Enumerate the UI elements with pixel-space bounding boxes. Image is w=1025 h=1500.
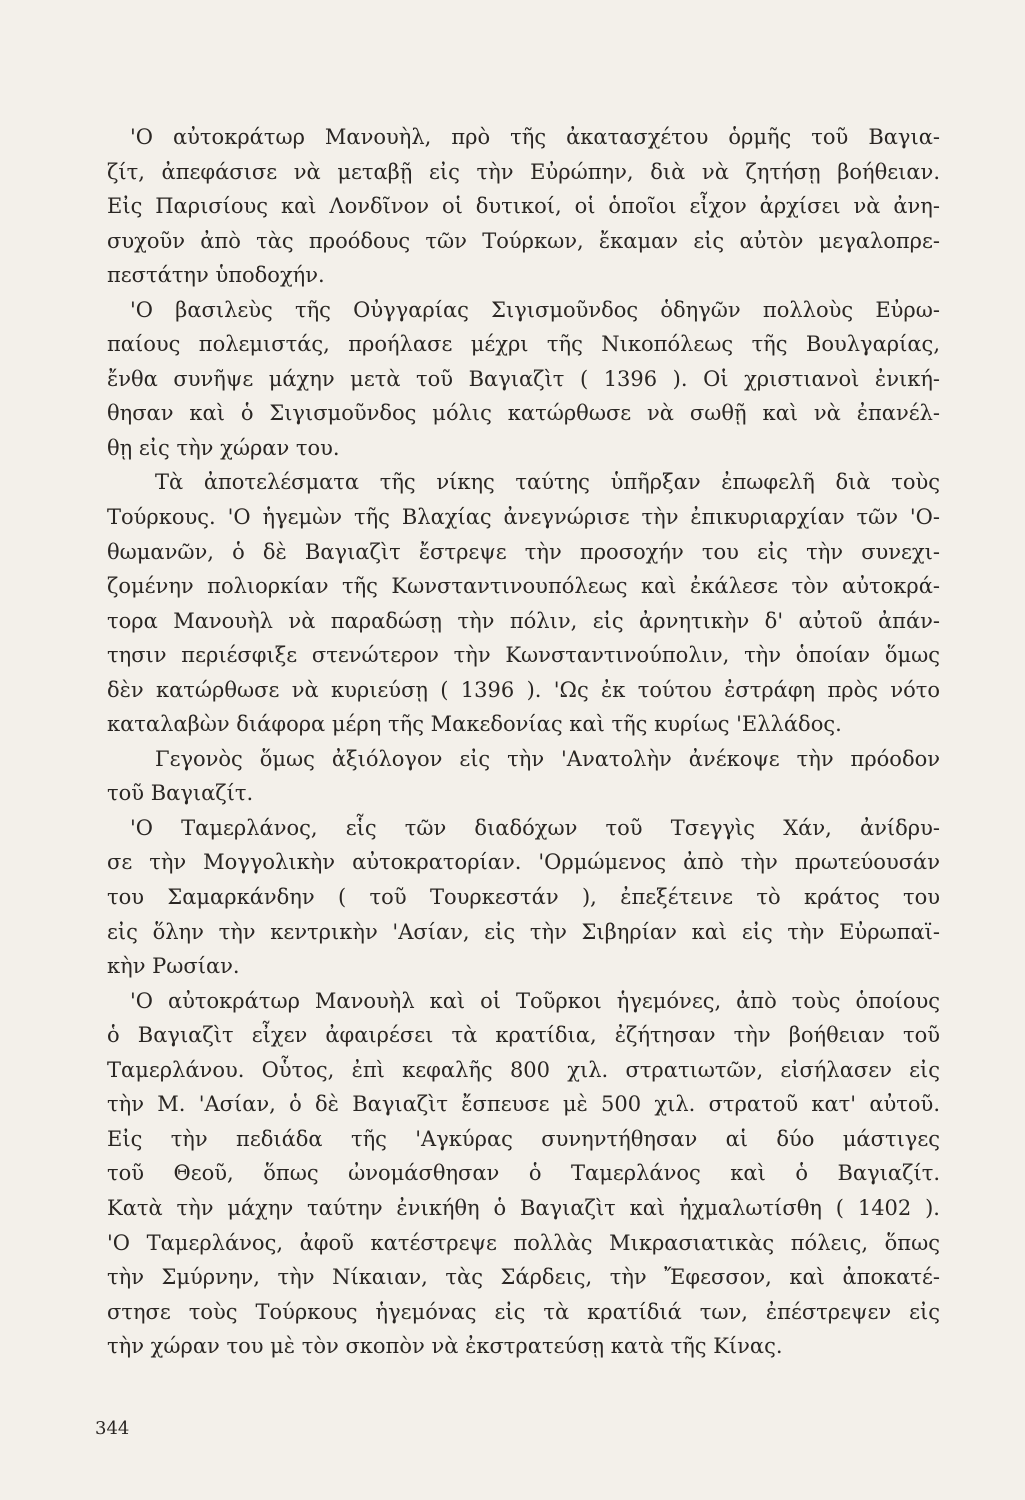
text-line: 'Ο αὐτοκράτωρ Μανουὴλ, πρὸ τῆς ἀκατασχέτου ὁρμῆς τοῦ Βαγια- bbox=[130, 125, 940, 149]
text-line: Εἰς Παρισίους καὶ Λονδῖνον οἱ δυτικοί, οἱ ὁποῖοι εἶχον ἀρχίσει νὰ ἀνη- bbox=[107, 194, 940, 219]
text-line: ἔνθα συνῆψε μάχην μετὰ τοῦ Βαγιαζὶτ ( 1396 ). Οἱ χριστιανοὶ ἐνική- bbox=[107, 366, 940, 391]
text-line: κὴν Ρωσίαν. bbox=[107, 954, 240, 979]
text-line: Τούρκους. 'Ο ἡγεμὼν τῆς Βλαχίας ἀνεγνώρισε τὴν ἐπικυριαρχίαν τῶν 'Ο- bbox=[107, 505, 940, 530]
text-line: πεστάτην ὑποδοχήν. bbox=[107, 263, 325, 288]
text-line: τὴν Μ. 'Ασίαν, ὁ δὲ Βαγιαζὶτ ἔσπευσε μὲ 500 χιλ. στρατοῦ κατ' αὐτοῦ. bbox=[107, 1092, 940, 1117]
text-line: Τὰ ἀποτελέσματα τῆς νίκης ταύτης ὑπῆρξαν ἐπωφελῆ διὰ τοὺς bbox=[155, 470, 940, 495]
text-line: σε τὴν Μογγολικὴν αὐτοκρατορίαν. 'Ορμώμενος ἀπὸ τὴν πρωτεύουσάν bbox=[107, 850, 940, 875]
text-line: Κατὰ τὴν μάχην ταύτην ἐνικήθη ὁ Βαγιαζὶτ καὶ ἠχμαλωτίσθη ( 1402 ). bbox=[107, 1195, 940, 1220]
text-line: 'Ο αὐτοκράτωρ Μανουὴλ καὶ οἱ Τοῦρκοι ἡγεμόνες, ἀπὸ τοὺς ὁποίους bbox=[130, 988, 940, 1013]
text-line: ὁ Βαγιαζὶτ εἶχεν ἀφαιρέσει τὰ κρατίδια, ἐζήτησαν τὴν βοήθειαν τοῦ bbox=[107, 1023, 940, 1048]
text-line: ζίτ, ἀπεφάσισε νὰ μεταβῇ εἰς τὴν Εὐρώπην, διὰ νὰ ζητήσῃ βοήθειαν. bbox=[107, 159, 940, 184]
page-number: 344 bbox=[95, 1418, 130, 1439]
text-line: θησαν καὶ ὁ Σιγισμοῦνδος μόλις κατώρθωσε νὰ σωθῇ καὶ νὰ ἐπανέλ- bbox=[107, 401, 940, 426]
text-line: τὴν Σμύρνην, τὴν Νίκαιαν, τὰς Σάρδεις, τὴν Ἔφεσσον, καὶ ἀποκατέ- bbox=[107, 1265, 940, 1290]
text-line: παίους πολεμιστάς, προήλασε μέχρι τῆς Νικοπόλεως τῆς Βουλγαρίας, bbox=[107, 332, 940, 357]
text-line: θῃ εἰς τὴν χώραν του. bbox=[107, 435, 340, 460]
text-line: ζομένην πολιορκίαν τῆς Κωνσταντινουπόλεως καὶ ἐκάλεσε τὸν αὐτοκρά- bbox=[107, 574, 940, 599]
text-line: τορα Μανουὴλ νὰ παραδώσῃ τὴν πόλιν, εἰς ἀρνητικὴν δ' αὐτοῦ ἀπάν- bbox=[107, 608, 940, 633]
page-body-text bbox=[107, 120, 940, 1364]
text-line: στησε τοὺς Τούρκους ἡγεμόνας εἰς τὰ κρατίδιά των, ἐπέστρεψεν εἰς bbox=[107, 1299, 940, 1324]
text-line: του Σαμαρκάνδην ( τοῦ Τουρκεστάν ), ἐπεξέτεινε τὸ κράτος του bbox=[107, 885, 940, 910]
text-line: 'Ο βασιλεὺς τῆς Οὐγγαρίας Σιγισμοῦνδος ὁδηγῶν πολλοὺς Εὐρω- bbox=[130, 297, 940, 322]
text-line: εἰς ὅλην τὴν κεντρικὴν 'Ασίαν, εἰς τὴν Σιβηρίαν καὶ εἰς τὴν Εὐρωπαϊ- bbox=[107, 919, 940, 944]
text-line: 'Ο Ταμερλάνος, ἀφοῦ κατέστρεψε πολλὰς Μικρασιατικὰς πόλεις, ὅπως bbox=[107, 1230, 940, 1255]
text-line: τὴν χώραν του μὲ τὸν σκοπὸν νὰ ἐκστρατεύσῃ κατὰ τῆς Κίνας. bbox=[107, 1334, 783, 1359]
text-line: 'Ο Ταμερλάνος, εἷς τῶν διαδόχων τοῦ Τσεγγὶς Χάν, ἀνίδρυ- bbox=[130, 815, 940, 840]
text-line: τοῦ Βαγιαζίτ. bbox=[107, 781, 254, 806]
text-line: καταλαβὼν διάφορα μέρη τῆς Μακεδονίας καὶ τῆς κυρίως 'Ελλάδος. bbox=[107, 712, 842, 737]
text-line: συχοῦν ἀπὸ τὰς προόδους τῶν Τούρκων, ἔκαμαν εἰς αὐτὸν μεγαλοπρε- bbox=[107, 228, 940, 253]
text-line: Εἰς τὴν πεδιάδα τῆς 'Αγκύρας συνηντήθησαν αἱ δύο μάστιγες bbox=[107, 1126, 940, 1151]
text-line: τοῦ Θεοῦ, ὅπως ὠνομάσθησαν ὁ Ταμερλάνος καὶ ὁ Βαγιαζίτ. bbox=[107, 1161, 940, 1186]
text-line: τησιν περιέσφιξε στενώτερον τὴν Κωνσταντινούπολιν, τὴν ὁποίαν ὅμως bbox=[107, 643, 940, 668]
text-line: Ταμερλάνου. Οὗτος, ἐπὶ κεφαλῆς 800 χιλ. στρατιωτῶν, εἰσήλασεν εἰς bbox=[107, 1057, 940, 1082]
text-line: δὲν κατώρθωσε νὰ κυριεύσῃ ( 1396 ). 'Ως ἐκ τούτου ἐστράφη πρὸς νότο bbox=[107, 677, 940, 702]
text-line: Γεγονὸς ὅμως ἀξιόλογον εἰς τὴν 'Ανατολὴν ἀνέκοψε τὴν πρόοδον bbox=[155, 746, 940, 771]
text-line: θωμανῶν, ὁ δὲ Βαγιαζὶτ ἔστρεψε τὴν προσοχήν του εἰς τὴν συνεχι- bbox=[107, 539, 940, 564]
